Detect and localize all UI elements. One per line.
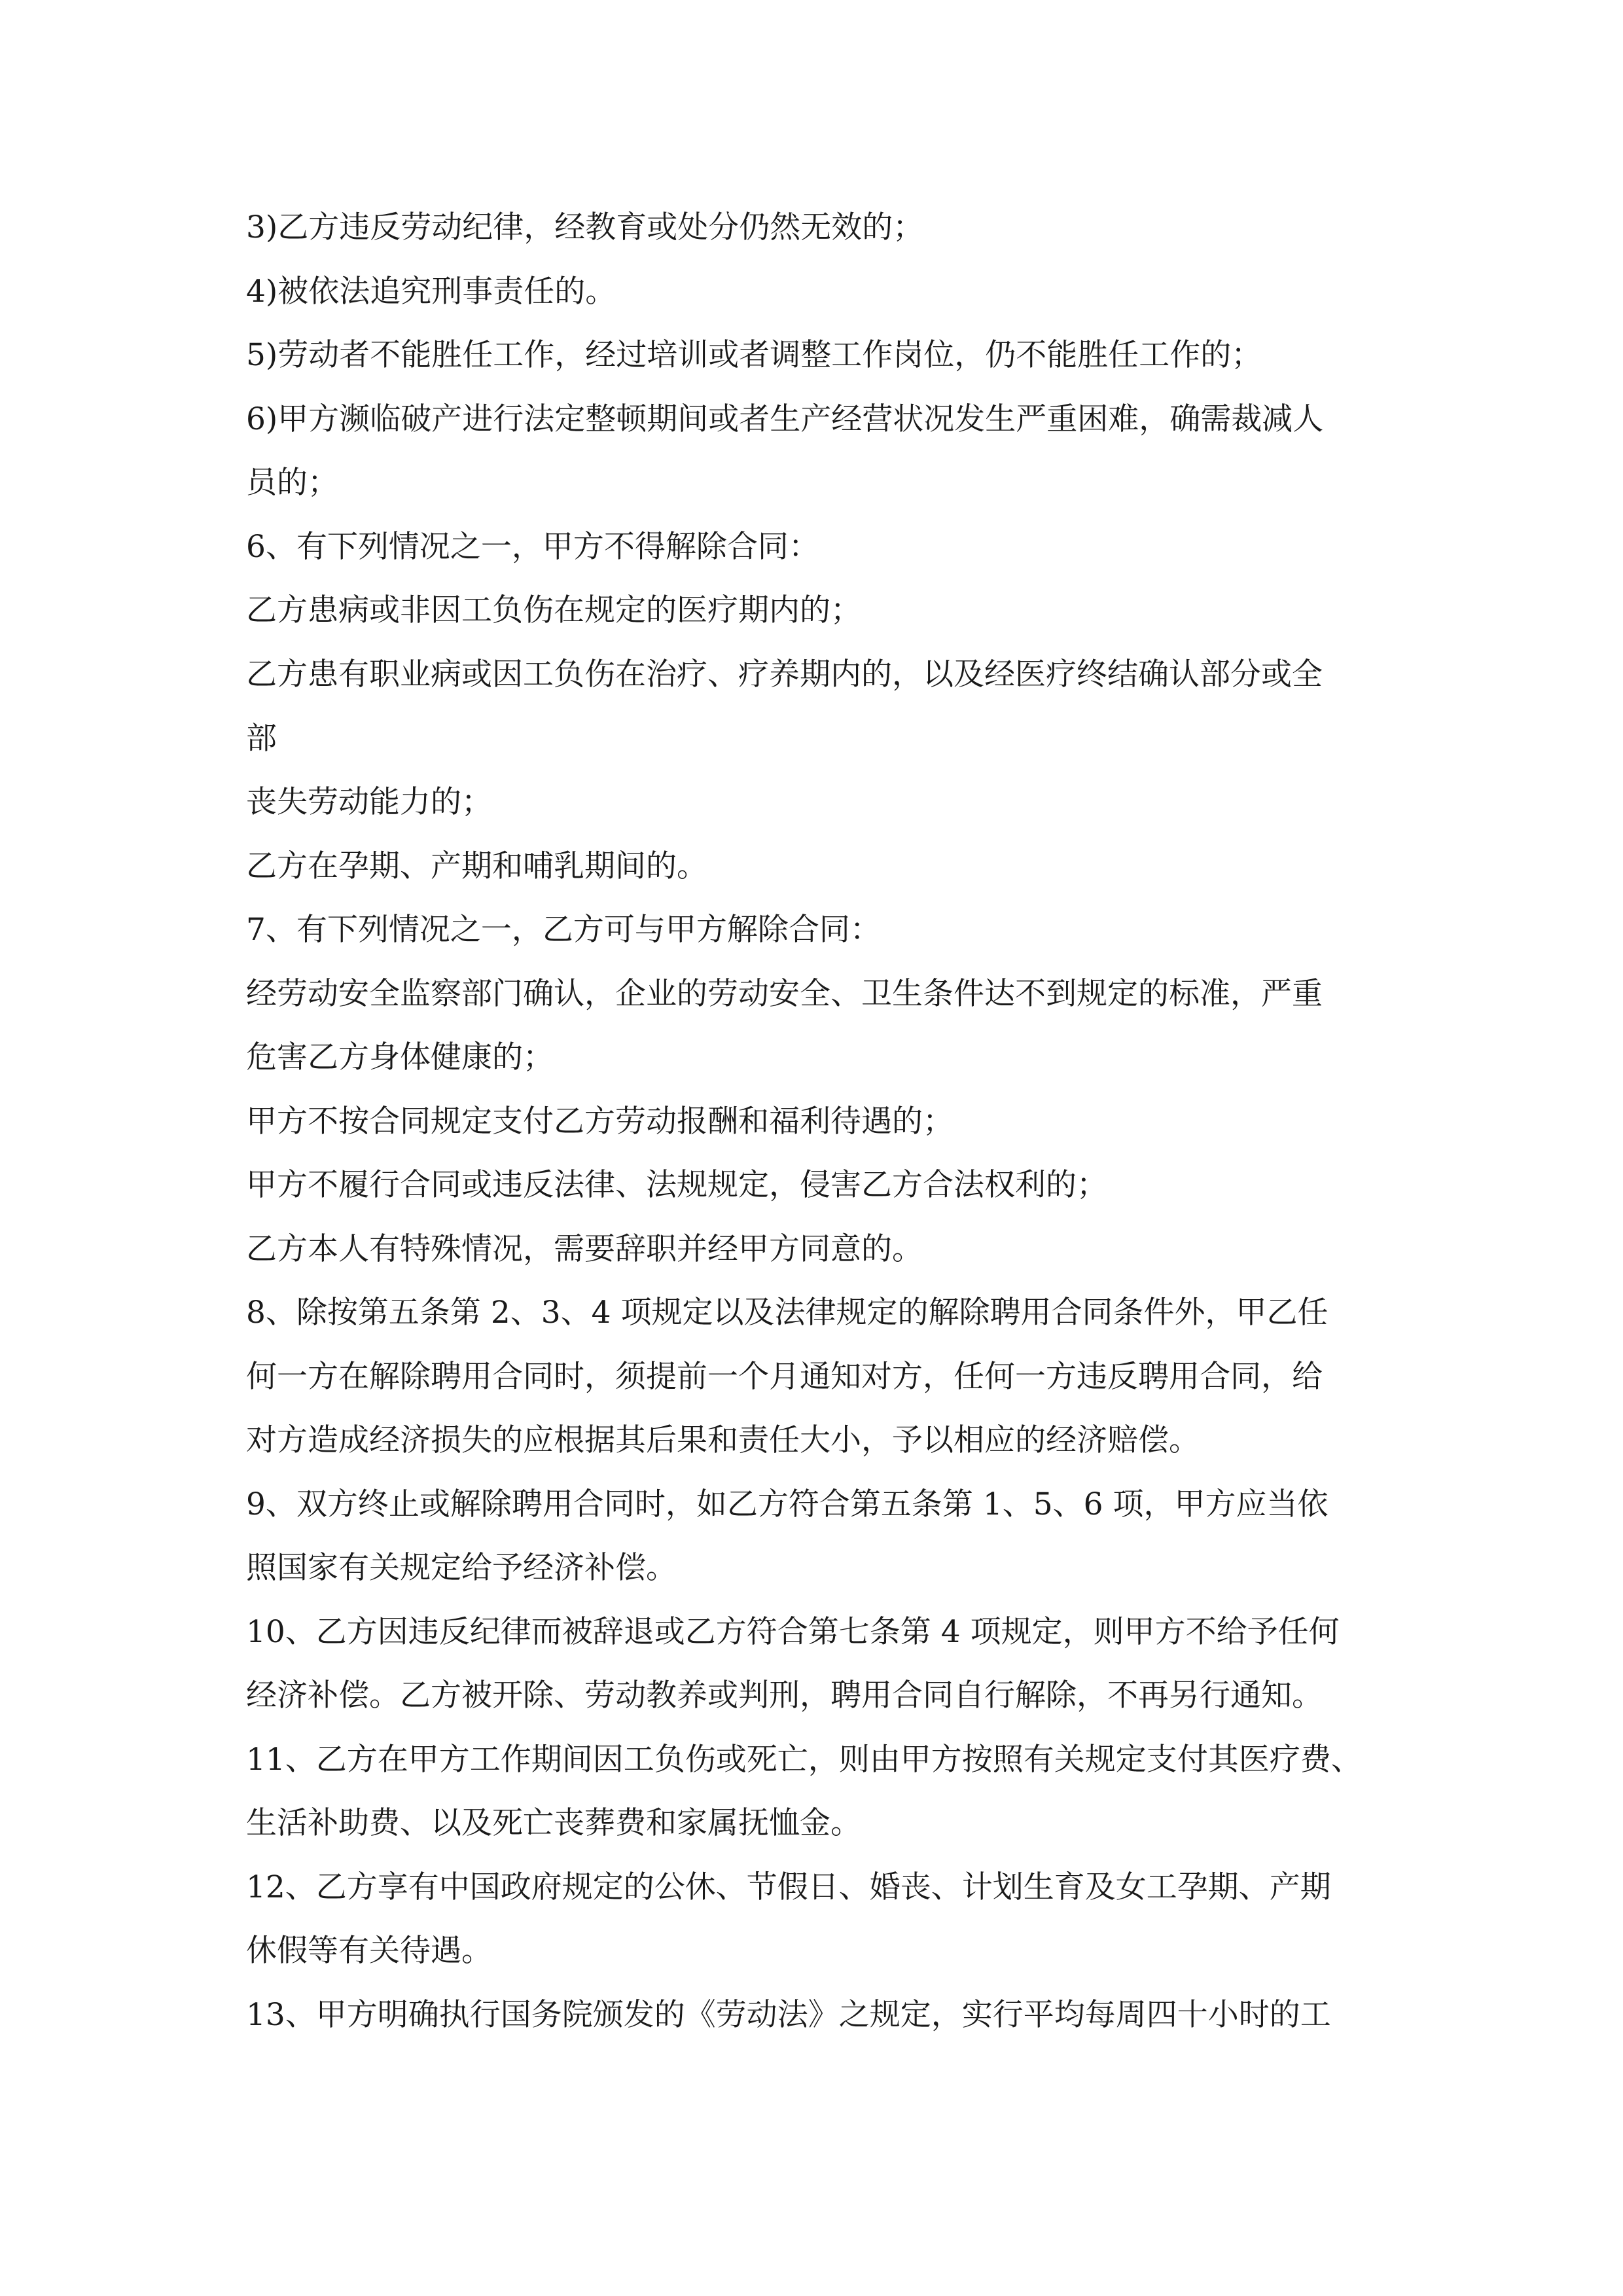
text-line: 生活补助费、以及死亡丧葬费和家属抚恤金。: [246, 1805, 861, 1841]
text-line: 8、除按第五条第 2、3、4 项规定以及法律规定的解除聘用合同条件外，甲乙任: [246, 1295, 1329, 1331]
text-line: 甲方不履行合同或违反法律、法规规定，侵害乙方合法权利的；: [246, 1167, 1107, 1203]
text-line: 经劳动安全监察部门确认，企业的劳动安全、卫生条件达不到规定的标准，严重: [246, 976, 1323, 1012]
text-line: 丧失劳动能力的；: [246, 784, 492, 820]
text-line: 乙方在孕期、产期和哺乳期间的。: [246, 848, 707, 884]
text-line: 何一方在解除聘用合同时，须提前一个月通知对方，任何一方违反聘用合同，给: [246, 1359, 1323, 1395]
text-line: 照国家有关规定给予经济补偿。: [246, 1550, 677, 1586]
text-line: 部: [246, 721, 277, 757]
text-line: 3)乙方违反劳动纪律，经教育或处分仍然无效的；: [246, 209, 924, 245]
text-line: 休假等有关待遇。: [246, 1933, 492, 1969]
text-line: 乙方本人有特殊情况，需要辞职并经甲方同意的。: [246, 1231, 923, 1267]
text-line: 11、乙方在甲方工作期间因工负伤或死亡，则由甲方按照有关规定支付其医疗费、: [246, 1742, 1362, 1778]
text-line: 员的；: [246, 465, 338, 501]
text-line: 7、有下列情况之一，乙方可与甲方解除合同：: [246, 912, 881, 948]
text-line: 危害乙方身体健康的；: [246, 1039, 554, 1075]
text-line: 5)劳动者不能胜任工作，经过培训或者调整工作岗位，仍不能胜任工作的；: [246, 337, 1262, 373]
text-line: 12、乙方享有中国政府规定的公休、节假日、婚丧、计划生育及女工孕期、产期: [246, 1869, 1331, 1905]
text-line: 经济补偿。乙方被开除、劳动教养或判刑，聘用合同自行解除，不再另行通知。: [246, 1677, 1323, 1713]
text-line: 乙方患病或非因工负伤在规定的医疗期内的；: [246, 592, 861, 628]
text-line: 13、甲方明确执行国务院颁发的《劳动法》之规定，实行平均每周四十小时的工: [246, 1997, 1331, 2033]
text-line: 4)被依法追究刑事责任的。: [246, 274, 616, 310]
text-line: 甲方不按合同规定支付乙方劳动报酬和福利待遇的；: [246, 1103, 954, 1139]
text-line: 10、乙方因违反纪律而被辞退或乙方符合第七条第 4 项规定，则甲方不给予任何: [246, 1614, 1340, 1650]
text-line: 乙方患有职业病或因工负伤在治疗、疗养期内的，以及经医疗终结确认部分或全: [246, 656, 1323, 692]
text-line: 9、双方终止或解除聘用合同时，如乙方符合第五条第 1、5、6 项，甲方应当依: [246, 1486, 1329, 1522]
text-line: 对方造成经济损失的应根据其后果和责任大小，予以相应的经济赔偿。: [246, 1422, 1200, 1458]
text-line: 6、有下列情况之一，甲方不得解除合同：: [246, 529, 819, 565]
text-line: 6)甲方濒临破产进行法定整顿期间或者生产经营状况发生严重困难，确需裁减人: [246, 401, 1324, 437]
